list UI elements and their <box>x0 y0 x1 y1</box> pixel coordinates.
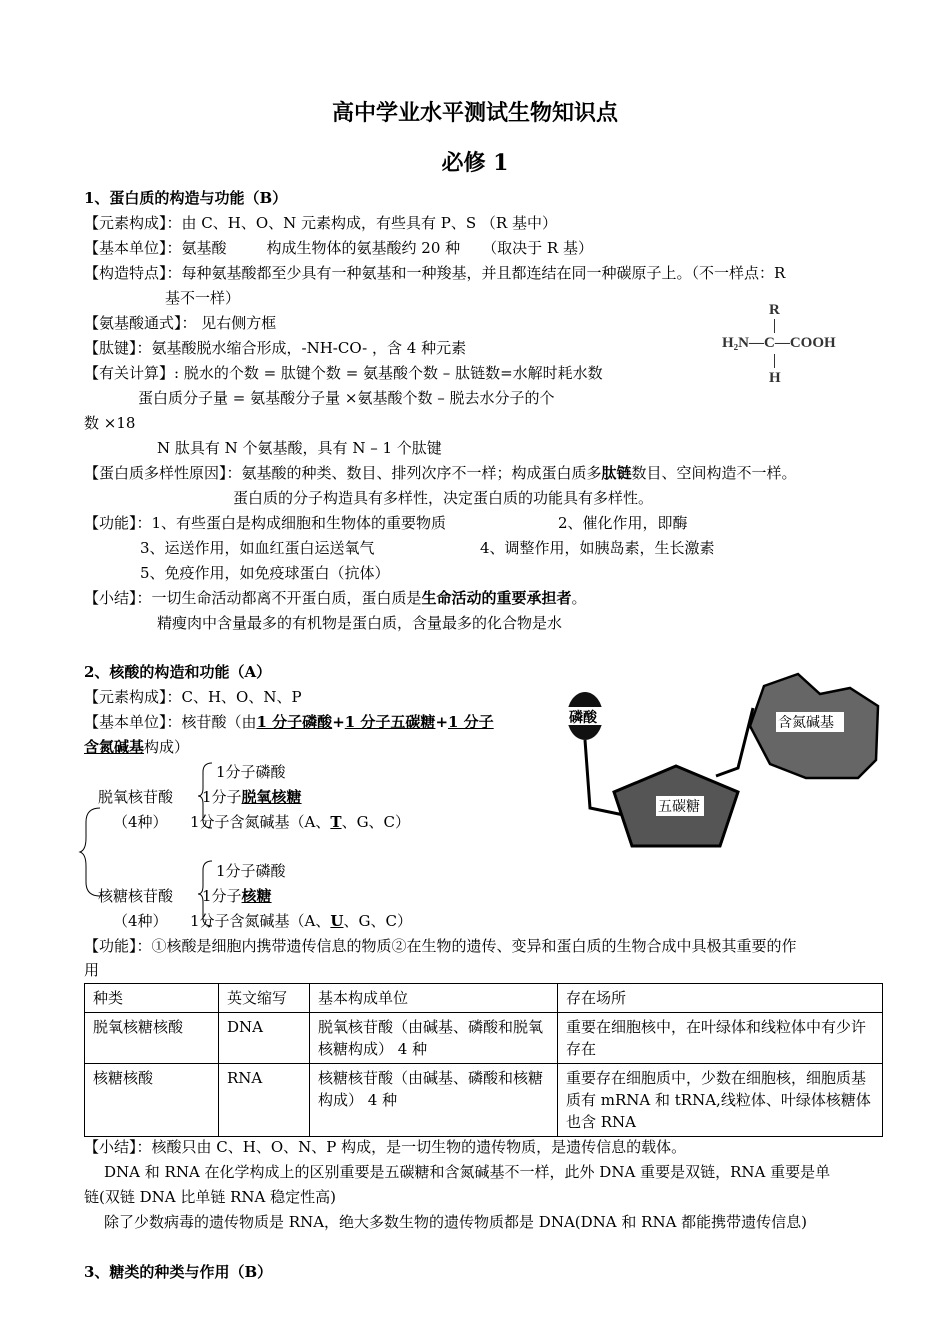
d-sugar-b: 脱氧核糖 <box>241 788 302 806</box>
s2-unit-phosphate: 1 分子磷酸 <box>256 713 333 731</box>
s1-summary-a: 【小结】：一切生命活动都离不开蛋白质，蛋白质是 <box>84 589 422 607</box>
s2-elements: 【元素构成】：C、H、O、N、P <box>84 688 302 706</box>
d-sugar-a: 1分子 <box>202 788 242 806</box>
r-phosphate: 1分子磷酸 <box>216 862 286 880</box>
table-cell: 核糖核苷酸（由碱基、磷酸和核糖构成） 4 种 <box>310 1064 558 1137</box>
s1-calc1: 【有关计算】: 脱水的个数 = 肽键个数 = 氨基酸个数 – 肽链数=水解时耗水数 <box>84 364 603 382</box>
page-title: 高中学业水平测试生物知识点 <box>331 100 618 126</box>
s2-unit-base-a: 1 分子 <box>448 713 494 731</box>
s1-function2: 2、催化作用，即酶 <box>558 514 688 532</box>
s2-summary-2: DNA 和 RNA 在化学构成上的区别重要是五碳糖和含氮碱基不一样，此外 DNA 重要是双链，RNA 重要是单 <box>104 1163 831 1181</box>
s1-diversity-c: 数目、空间构造不一样。 <box>631 464 797 482</box>
diagram-link-right <box>716 708 753 776</box>
s2-function-cont: 用 <box>84 961 100 979</box>
r-sugar <box>202 886 272 906</box>
s1-diversity-a: 【蛋白质多样性原因】：氨基酸的种类、数目、排列次序不一样；构成蛋白质多 <box>84 464 602 482</box>
s1-function5: 5、免疫作用，如免疫球蛋白（抗体） <box>140 564 390 582</box>
base-label: 含氮碱基 <box>778 715 834 731</box>
s1-unit <box>84 238 593 258</box>
table-cell: 脱氧核糖核酸 <box>85 1013 219 1064</box>
formula-r: R <box>769 302 780 318</box>
r-count: （4种） <box>113 912 168 930</box>
d-base-b: T <box>330 813 342 831</box>
nucleotide-diagram <box>558 668 888 858</box>
s2-function: 【功能】：①核酸是细胞内携带遗传信息的物质②在生物的遗传、变异和蛋白质的生物合成中具极其重要的作 <box>84 937 797 955</box>
s1-calc4: N 肽具有 N 个氨基酸，具有 N – 1 个肽键 <box>157 439 442 457</box>
s2-unit-base-b: 含氮碱基 <box>84 738 145 756</box>
r-sugar-a: 1分子 <box>202 887 242 905</box>
table-cell: 重要存在细胞质中，少数在细胞核，细胞质基质有 mRNA 和 tRNA,线粒体、叶绿体核糖体也含 RNA <box>558 1064 883 1137</box>
d-count: （4种） <box>113 813 168 831</box>
s2-unit-a: 【基本单位】：核苷酸（由 <box>84 713 257 731</box>
s2-unit <box>84 712 494 732</box>
d-phosphate: 1分子磷酸 <box>216 763 286 781</box>
d-base <box>190 812 410 832</box>
table-cell: 重要在细胞核中，在叶绿体和线粒体中有少许存在 <box>558 1013 883 1064</box>
table-header: 基本构成单位 <box>310 984 558 1013</box>
table-cell: 核糖核酸 <box>85 1064 219 1137</box>
s1-elements: 【元素构成】：由 C、H、O、N 元素构成，有些具有 P、S （R 基中） <box>84 214 557 232</box>
s1-diversity-cont: 蛋白质的分子构造具有多样性，决定蛋白质的功能具有多样性。 <box>233 489 654 507</box>
r-sugar-b: 核糖 <box>241 887 272 905</box>
table-header-row <box>85 984 883 1013</box>
table-cell: RNA <box>219 1064 310 1137</box>
s1-structure-cont: 基不一样） <box>165 289 241 307</box>
s1-function3: 3、运送作用，如血红蛋白运送氧气 <box>140 539 375 557</box>
d-sugar <box>202 787 302 807</box>
d-base-c: 、G、C） <box>341 813 411 831</box>
s1-summary-cont: 精瘦肉中含量最多的有机物是蛋白质，含量最多的化合物是水 <box>157 614 563 632</box>
d-name: 脱氧核苷酸 <box>98 788 174 806</box>
nucleotide-braces <box>78 758 218 933</box>
s1-function4: 4、调整作用，如胰岛素，生长激素 <box>480 539 715 557</box>
table-header: 种类 <box>85 984 219 1013</box>
formula-h: H <box>769 370 781 386</box>
s1-summary-c: 。 <box>571 589 587 607</box>
phosphate-label: 磷酸 <box>569 710 597 726</box>
r-base-a: 1分子含氮碱基（A、 <box>190 912 331 930</box>
table-row <box>85 1064 883 1137</box>
formula-bond-top <box>774 319 775 333</box>
formula-main: H₂N—C—COOH <box>722 335 836 351</box>
s1-structure: 【构造特点】：每种氨基酸都至少具有一种氨基和一种羧基，并且都连结在同一种碳原子上。（不一样点：R <box>84 264 786 282</box>
sugar-label: 五碳糖 <box>658 799 700 815</box>
s1-diversity <box>84 463 797 483</box>
s1-summary <box>84 588 587 608</box>
table-header: 存在场所 <box>558 984 883 1013</box>
s1-unit-count: 构成生物体的氨基酸约 20 种 <box>266 239 461 257</box>
formula-bond-bottom <box>774 354 775 368</box>
s2-summary: 【小结】：核酸只由 C、H、O、N、P 构成，是一切生物的遗传物质，是遗传信息的载体。 <box>84 1138 687 1156</box>
r-base-c: 、G、C） <box>343 912 412 930</box>
s1-unit-note: （取决于 R 基） <box>482 239 593 257</box>
s1-peptide-bond: 【肽键】：氨基酸脱水缩合形成，-NH-CO- ，含 4 种元素 <box>84 339 467 357</box>
table-cell: DNA <box>219 1013 310 1064</box>
table-header: 英文缩写 <box>219 984 310 1013</box>
s2-unit-plus1: + <box>332 713 345 731</box>
table-cell: 脱氧核苷酸（由碱基、磷酸和脱氧核糖构成） 4 种 <box>310 1013 558 1064</box>
amino-acid-formula <box>716 298 856 390</box>
d-base-a: 1分子含氮碱基（A、 <box>190 813 331 831</box>
s2-unit-cont <box>84 737 189 757</box>
r-base <box>190 911 412 931</box>
s1-function1: 【功能】：1、有些蛋白是构成细胞和生物体的重要物质 <box>84 514 447 532</box>
s1-calc2: 蛋白质分子量 = 氨基酸分子量 ×氨基酸个数 – 脱去水分子的个 <box>138 389 555 407</box>
s1-formula-ref: 【氨基酸通式】： 见右侧方框 <box>84 314 277 332</box>
s2-unit-sugar: 1 分子五碳糖 <box>344 713 436 731</box>
s2-unit-end: 构成） <box>144 738 190 756</box>
r-base-b: U <box>330 912 344 930</box>
r-name: 核糖核苷酸 <box>98 887 174 905</box>
section3-heading: 3、糖类的种类与作用（B） <box>84 1263 273 1281</box>
page-subtitle: 必修 1 <box>441 150 509 176</box>
s1-diversity-b: 肽链 <box>601 464 632 482</box>
s2-summary-4: 除了少数病毒的遗传物质是 RNA，绝大多数生物的遗传物质都是 DNA(DNA 和 RNA 都能携带遗传信息) <box>104 1213 808 1231</box>
section2-heading: 2、核酸的构造和功能（A） <box>84 663 272 681</box>
s1-calc3: 数 ×18 <box>84 414 136 432</box>
section1-heading: 1、蛋白质的构造与功能（B） <box>84 189 288 207</box>
s2-unit-plus2: + <box>435 713 449 731</box>
s2-summary-3: 链(双链 DNA 比单链 RNA 稳定性高) <box>84 1188 337 1206</box>
table-row <box>85 1013 883 1064</box>
s1-summary-b: 生命活动的重要承担者 <box>421 589 572 607</box>
nucleic-acid-table <box>84 983 883 1137</box>
s1-unit-label: 【基本单位】：氨基酸 <box>84 239 227 257</box>
